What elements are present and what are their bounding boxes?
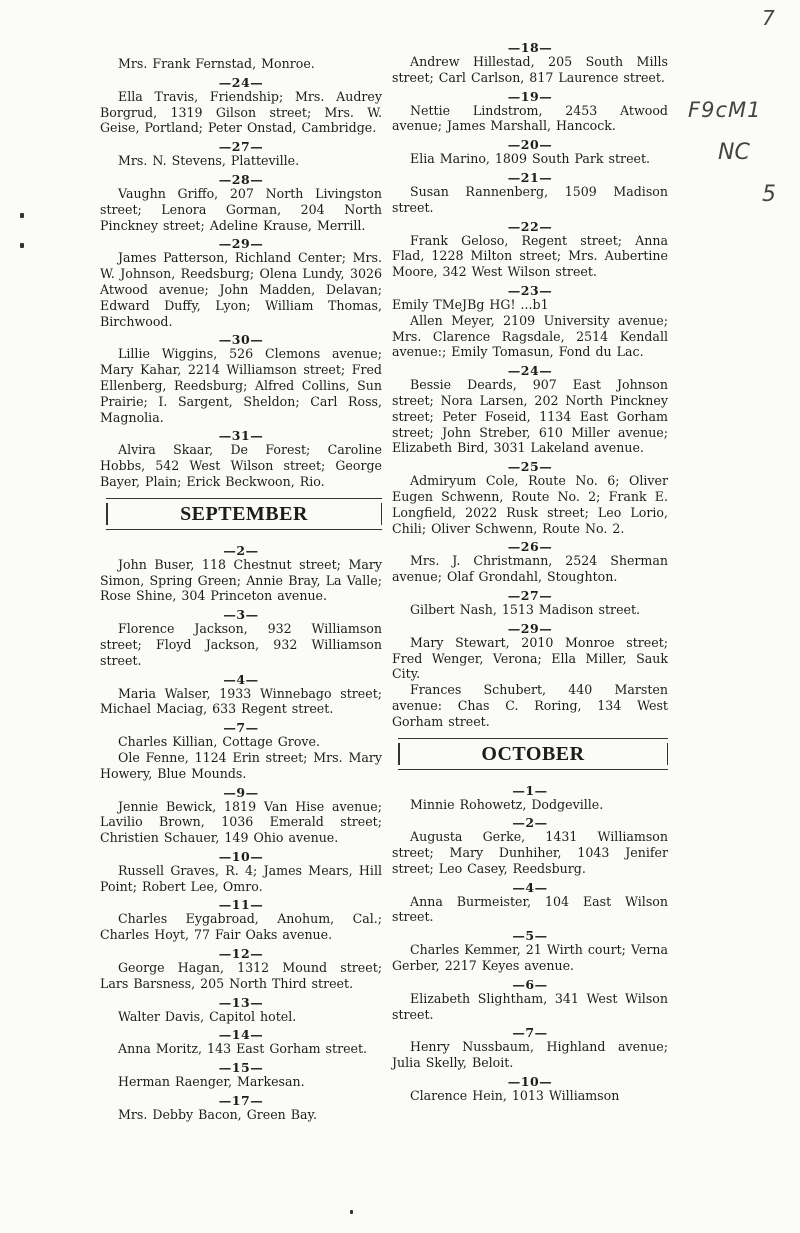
birthday-entry xyxy=(100,996,382,1025)
birthday-entry xyxy=(392,171,668,216)
birthday-entry xyxy=(392,138,668,167)
entry-text: Andrew Hillestad, 205 South Mills street; Carl Carlson, 817 Laurence street. xyxy=(392,54,668,85)
birthday-entry xyxy=(392,41,668,86)
day-number: —7— xyxy=(512,1025,548,1041)
margin-mark xyxy=(20,213,24,218)
day-number: —27— xyxy=(507,587,553,603)
birthday-entry xyxy=(392,816,668,876)
day-number: —13— xyxy=(218,994,264,1010)
day-number: —7— xyxy=(223,720,259,736)
entry-text: Elizabeth Slightham, 341 West Wilson street. xyxy=(392,990,668,1022)
day-number: —28— xyxy=(218,171,264,187)
entry-text: Emily TMeJBg HG! ...b1 xyxy=(392,296,549,312)
day-number: —29— xyxy=(218,236,264,252)
entry-text: Lillie Wiggins, 526 Clemons avenue; Mary Kahar, 2214 Williamson street; Fred Ellenberg, Reedsburg; Alfred Collins, Sun Prairie; I. Sargent, Sheldon; Carl Ross, Magnolia. xyxy=(100,346,382,425)
day-number: —26— xyxy=(507,539,553,555)
entry-text: Ole Fenne, 1124 Erin street; Mrs. Mary Howery, Blue Mounds. xyxy=(100,749,382,781)
birthday-entry xyxy=(100,721,382,750)
entry-text: Charles Eygabroad, Anohum, Cal.; Charles Hoyt, 77 Fair Oaks avenue. xyxy=(100,911,382,943)
birthday-entry xyxy=(392,540,668,585)
day-number: —15— xyxy=(218,1060,264,1076)
birthday-entry xyxy=(100,429,382,489)
day-number: —10— xyxy=(507,1074,553,1090)
birthday-entry xyxy=(392,622,668,682)
entry-text: Russell Graves, R. 4; James Mears, Hill Point; Robert Lee, Omro. xyxy=(100,862,382,894)
birthday-entry xyxy=(100,56,382,72)
month-title: OCTOBER xyxy=(481,742,585,765)
day-number: —1— xyxy=(512,782,548,798)
birthday-entry xyxy=(392,220,668,280)
day-number: —2— xyxy=(223,542,259,558)
right-column xyxy=(392,40,668,1108)
birthday-entry xyxy=(392,364,668,456)
day-number: —20— xyxy=(507,137,553,153)
day-number: —31— xyxy=(218,428,264,444)
handwritten-code: F9cM1 xyxy=(688,98,762,122)
birthday-entry xyxy=(392,784,668,813)
day-number: —9— xyxy=(223,784,259,800)
entry-text: Mrs. Debby Bacon, Green Bay. xyxy=(118,1107,317,1123)
entry-text: Charles Kemmer, 21 Wirth court; Verna Gerber, 2217 Keyes avenue. xyxy=(392,942,668,974)
birthday-entry xyxy=(392,284,668,313)
birthday-entry xyxy=(100,1094,382,1123)
birthday-entry xyxy=(392,978,668,1023)
birthday-entry xyxy=(100,786,382,846)
entry-text: Charles Killian, Cottage Grove. xyxy=(118,734,320,750)
birthday-entry xyxy=(100,76,382,136)
entry-text: Clarence Hein, 1013 Williamson xyxy=(410,1088,620,1104)
margin-mark xyxy=(20,243,24,248)
day-number: —10— xyxy=(218,848,264,864)
day-number: —29— xyxy=(507,620,553,636)
day-number: —17— xyxy=(218,1093,264,1109)
entry-text: Mrs. Frank Fernstad, Monroe. xyxy=(118,56,315,71)
entry-text: Elia Marino, 1809 South Park street. xyxy=(410,151,651,167)
day-number: —22— xyxy=(507,218,553,234)
day-number: —11— xyxy=(218,897,264,913)
birthday-entry xyxy=(100,237,382,329)
entry-text: Vaughn Griffo, 207 North Livingston street; Lenora Gorman, 204 North Pinckney street; Adeline Krause, Merrill. xyxy=(100,185,382,233)
birthday-entry xyxy=(392,1026,668,1071)
day-number: —23— xyxy=(507,282,553,298)
birthday-entry xyxy=(392,929,668,974)
birthday-entry xyxy=(100,544,382,604)
entry-text: Susan Rannenberg, 1509 Madison street. xyxy=(392,183,668,215)
entry-text: Mrs. J. Christmann, 2524 Sherman avenue; Olaf Grondahl, Stoughton. xyxy=(392,553,668,585)
day-number: —3— xyxy=(223,607,259,623)
birthday-entry xyxy=(392,460,668,536)
month-header-october xyxy=(398,738,668,770)
entry-text: James Patterson, Richland Center; Mrs. W. Johnson, Reedsburg; Olena Lundy, 3026 Atwood avenue; John Madden, Delavan; Edward Duffy, Lyon; William Thomas, Birchwood. xyxy=(100,250,382,329)
entry-text: Jennie Bewick, 1819 Van Hise avenue; Lavilio Brown, 1036 Emerald street; Christien Schauer, 149 Ohio avenue. xyxy=(100,798,382,846)
day-number: —12— xyxy=(218,946,264,962)
birthday-entry xyxy=(392,1075,668,1104)
entry-text: Anna Burmeister, 104 East Wilson street. xyxy=(392,893,668,925)
day-number: —24— xyxy=(218,74,264,90)
entry-text: Walter Davis, Capitol hotel. xyxy=(118,1008,297,1024)
day-number: —30— xyxy=(218,332,264,348)
day-number: —5— xyxy=(512,928,548,944)
birthday-entry xyxy=(100,140,382,169)
day-number: —21— xyxy=(507,169,553,185)
day-number: —6— xyxy=(512,976,548,992)
handwritten-number: 5 xyxy=(762,182,776,207)
birthday-entry xyxy=(100,750,382,782)
day-number: —18— xyxy=(507,40,553,55)
birthday-entry xyxy=(100,947,382,992)
day-number: —14— xyxy=(218,1027,264,1043)
month-header-september xyxy=(106,498,382,530)
entry-text: Nettie Lindstrom, 2453 Atwood avenue; James Marshall, Hancock. xyxy=(392,102,668,134)
birthday-entry xyxy=(100,850,382,895)
entry-text: Gilbert Nash, 1513 Madison street. xyxy=(410,601,641,617)
entry-text: Maria Walser, 1933 Winnebago street; Michael Maciag, 633 Regent street. xyxy=(100,685,382,717)
day-number: —25— xyxy=(507,459,553,475)
entry-text: Frances Schubert, 440 Marsten avenue: Chas C. Roring, 134 West Gorham street. xyxy=(392,682,668,729)
birthday-entry xyxy=(100,1028,382,1057)
entry-text: Bessie Deards, 907 East Johnson street; Nora Larsen, 202 North Pinckney street; Peter Foseid, 1134 East Gorham street; John Streber, 610 Miller avenue; Elizabeth Bird, 3031 Lakeland avenue. xyxy=(392,377,668,456)
entry-text: Admiryum Cole, Route No. 6; Oliver Eugen Schwenn, Route No. 2; Frank E. Longfield, 2022 Rusk street; Leo Lorio, Chili; Oliver Schwenn, Route No. 2. xyxy=(392,473,668,536)
birthday-entry xyxy=(100,898,382,943)
birthday-entry xyxy=(100,173,382,233)
day-number: —24— xyxy=(507,363,553,379)
birthday-entry xyxy=(392,90,668,135)
entry-text: Ella Travis, Friendship; Mrs. Audrey Borgrud, 1319 Gilson street; Mrs. W. Geise, Portland; Peter Onstad, Cambridge. xyxy=(100,88,382,136)
entry-text: Henry Nussbaum, Highland avenue; Julia Skelly, Beloit. xyxy=(392,1039,668,1071)
birthday-entry xyxy=(392,313,668,360)
day-number: —4— xyxy=(512,879,548,895)
month-title: SEPTEMBER xyxy=(180,502,308,525)
entry-text: George Hagan, 1312 Mound street; Lars Barsness, 205 North Third street. xyxy=(100,960,382,991)
entry-text: Allen Meyer, 2109 University avenue; Mrs. Clarence Ragsdale, 2514 Kendall avenue:; Emily Tomasun, Fond du Lac. xyxy=(392,312,668,360)
birthday-entry xyxy=(100,333,382,425)
birthday-entry xyxy=(392,682,668,729)
entry-text: Herman Raenger, Markesan. xyxy=(118,1074,305,1090)
left-column xyxy=(100,56,382,1127)
day-number: —19— xyxy=(507,88,553,104)
entry-text: Minnie Rohowetz, Dodgeville. xyxy=(410,796,604,812)
birthday-entry xyxy=(100,608,382,668)
day-number: —4— xyxy=(223,671,259,687)
birthday-entry xyxy=(100,1061,382,1090)
entry-text: Anna Moritz, 143 East Gorham street. xyxy=(118,1041,368,1057)
birthday-entry xyxy=(100,673,382,718)
birthday-entry xyxy=(392,589,668,618)
entry-text: Florence Jackson, 932 Williamson street; Floyd Jackson, 932 Williamson street. xyxy=(100,621,382,668)
entry-text: Mrs. N. Stevens, Platteville. xyxy=(118,153,300,169)
handwritten-initials: NC xyxy=(718,140,750,165)
entry-text: Mary Stewart, 2010 Monroe street; Fred Wenger, Verona; Ella Miller, Sauk City. xyxy=(392,634,668,682)
entry-text: John Buser, 118 Chestnut street; Mary Simon, Spring Green; Annie Bray, La Valle; Rose Shine, 304 Princeton avenue. xyxy=(100,556,382,604)
margin-mark xyxy=(350,1210,353,1214)
handwritten-page-number: 7 xyxy=(762,6,775,30)
entry-text: Frank Geloso, Regent street; Anna Flad, 1228 Milton street; Mrs. Aubertine Moore, 342 West Wilson street. xyxy=(392,232,668,280)
entry-text: Augusta Gerke, 1431 Williamson street; Mary Dunhiher, 1043 Jenifer street; Leo Casey, Reedsburg. xyxy=(392,829,668,876)
day-number: —27— xyxy=(218,139,264,155)
entry-text: Alvira Skaar, De Forest; Caroline Hobbs, 542 West Wilson street; George Bayer, Plain; Erick Beckwoon, Rio. xyxy=(100,442,382,489)
day-number: —2— xyxy=(512,815,548,831)
birthday-entry xyxy=(392,881,668,926)
